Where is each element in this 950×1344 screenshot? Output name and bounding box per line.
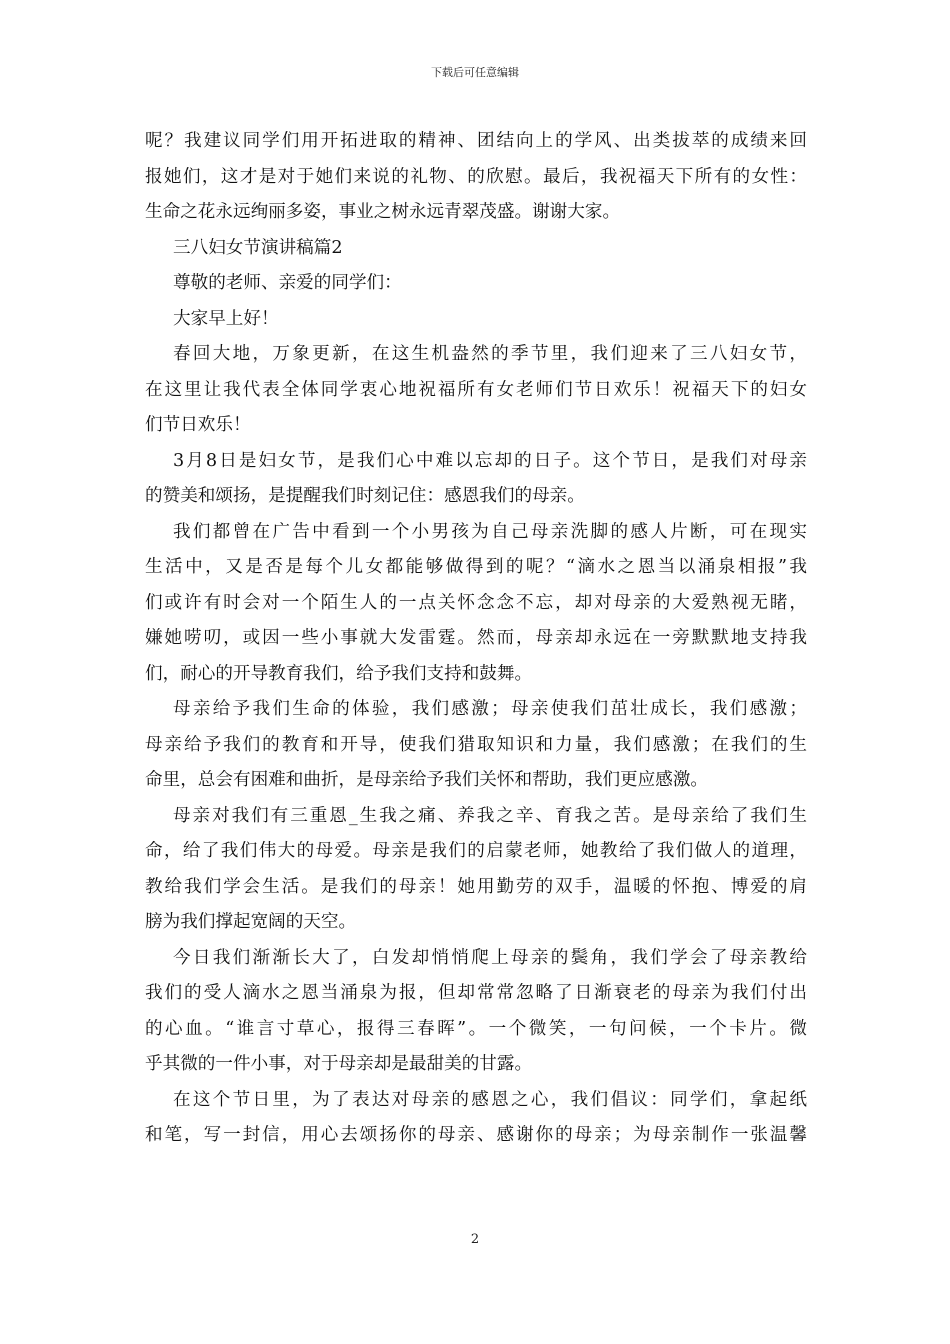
text-line: 命，给了我们伟大的母爱。母亲是我们的启蒙老师，她教给了我们做人的道理， <box>145 841 807 861</box>
text-line: 春回大地，万象更新，在这生机盎然的季节里，我们迎来了三八妇女节， <box>173 344 807 364</box>
text-line: 我们的受人滴水之恩当涌泉为报，但却常常忽略了日渐衰老的母亲为我们付出 <box>145 983 807 1003</box>
page-header: 下载后可任意编辑 <box>431 66 519 79</box>
text-line: 嫌她唠叨，或因一些小事就大发雷霆。然而，母亲却永远在一旁默默地支持我 <box>145 628 807 648</box>
text-line: 报她们，这才是对于她们来说的礼物、的欣慰。最后，我祝福天下所有的女性： <box>145 166 807 187</box>
text-line: 在这个节日里，为了表达对母亲的感恩之心，我们倡议：同学们，拿起纸 <box>173 1089 807 1110</box>
text-line: 尊敬的老师、亲爱的同学们： <box>173 273 402 293</box>
text-line: 今日我们渐渐长大了，白发却悄悄爬上母亲的鬓角，我们学会了母亲教给 <box>173 947 807 968</box>
text-line: 三八妇女节演讲稿篇2 <box>173 237 343 258</box>
text-line: 生命之花永远绚丽多姿，事业之树永远青翠茂盛。谢谢大家。 <box>145 202 621 222</box>
document-body <box>145 124 807 1154</box>
text-line: 乎其微的一件小事，对于母亲却是最甜美的甘露。 <box>145 1054 533 1074</box>
text-line: 们节日欢乐！ <box>145 415 251 435</box>
text-line: 命里，总会有困难和曲折，是母亲给予我们关怀和帮助，我们更应感激。 <box>145 770 709 790</box>
text-line: 大家早上好！ <box>173 308 279 329</box>
text-line: 母亲对我们有三重恩_生我之痛、养我之辛、育我之苦。是母亲给了我们生 <box>173 805 807 826</box>
text-line: 母亲给予我们的教育和开导，使我们猎取知识和力量，我们感激；在我们的生 <box>145 734 807 755</box>
page-number: 2 <box>470 1232 480 1247</box>
text-line: 的心血。“谁言寸草心，报得三春晖”。一个微笑，一句问候，一个卡片。微 <box>145 1018 807 1039</box>
text-line: 我们都曾在广告中看到一个小男孩为自己母亲洗脚的感人片断，可在现实 <box>173 521 807 542</box>
text-line: 3月8日是妇女节，是我们心中难以忘却的日子。这个节日，是我们对母亲 <box>173 450 807 471</box>
text-line: 在这里让我代表全体同学衷心地祝福所有女老师们节日欢乐！祝福天下的妇女 <box>145 379 807 400</box>
text-line: 生活中，又是否是每个儿女都能够做得到的呢？“滴水之恩当以涌泉相报”我 <box>145 557 807 577</box>
text-line: 的赞美和颂扬，是提醒我们时刻记住：感恩我们的母亲。 <box>145 486 585 506</box>
text-line: 呢？我建议同学们用开拓进取的精神、团结向上的学风、出类拔萃的成绩来回 <box>145 131 807 151</box>
text-line: 和笔，写一封信，用心去颂扬你的母亲、感谢你的母亲；为母亲制作一张温馨 <box>145 1125 807 1145</box>
text-line: 们，耐心的开导教育我们，给予我们支持和鼓舞。 <box>145 663 533 684</box>
text-line: 膀为我们撑起宽阔的天空。 <box>145 912 357 932</box>
text-line: 教给我们学会生活。是我们的母亲！她用勤劳的双手，温暖的怀抱、博爱的肩 <box>145 876 807 897</box>
text-line: 们或许有时会对一个陌生人的一点关怀念念不忘，却对母亲的大爱熟视无睹， <box>145 592 807 613</box>
text-line: 母亲给予我们生命的体验，我们感激；母亲使我们茁壮成长，我们感激； <box>173 699 807 719</box>
